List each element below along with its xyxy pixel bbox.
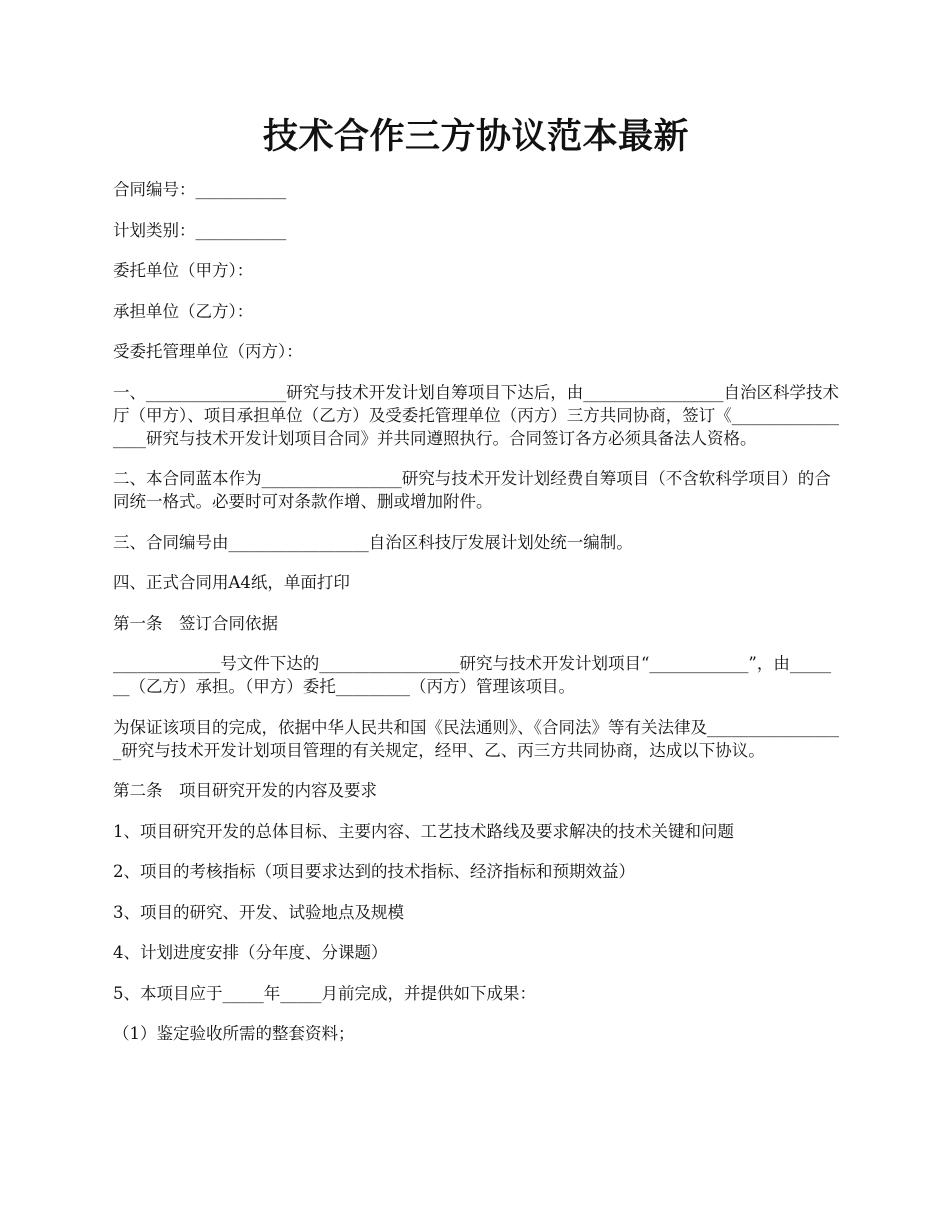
article-1-heading: 第一条 签订合同依据 xyxy=(113,613,278,633)
clause-1-paragraph: 一、_________________研究与技术开发计划自筹项目下达后，由_________________自治区科学技术厅（甲方）、项目承担单位（乙方）及受委托管理单位（丙方）三方共同协商，签订《_________________研究与技术开发计划项目合同》并共同遵照执行。合同签订各方必须具备法人资格。 xyxy=(113,382,839,448)
party-c-line: 受委托管理单位（丙方）： xyxy=(113,342,303,361)
party-a-line: 委托单位（甲方）： xyxy=(113,261,254,280)
article-2-item-1: 1、项目研究开发的总体目标、主要内容、工艺技术路线及要求解决的技术关键和问题 xyxy=(113,821,734,841)
article-2-item-5: 5、本项目应于_____年_____月前完成，并提供如下成果： xyxy=(113,983,536,1003)
document-body xyxy=(113,178,839,1063)
document-title: 技术合作三方协议范本最新 xyxy=(262,116,689,157)
party-b-line: 承担单位（乙方）： xyxy=(113,301,254,321)
article-1-body: _____________号文件下达的_________________研究与技术开发计划项目“____________”，由_______（乙方）承担。（甲方）委托_________（丙方）管理该项目。 xyxy=(113,654,832,696)
clause-2-paragraph: 二、本合同蓝本作为_________________研究与技术开发计划经费自筹项目（不含软科学项目）的合同统一格式。必要时可对条款作增、删或增加附件。 xyxy=(113,469,831,511)
article-2-item-5-sub-1: （1）鉴定验收所需的整套资料； xyxy=(113,1024,355,1043)
clause-4-paragraph: 四、正式合同用A4纸，单面打印 xyxy=(113,573,350,592)
article-1-purpose: 为保证该项目的完成，依据中华人民共和国《民法通则》、《合同法》等有关法律及_________________研究与技术开发计划项目管理的有关规定，经甲、乙、丙三方共同协商，达成以下协议。 xyxy=(113,717,839,760)
article-2-heading: 第二条 项目研究开发的内容及要求 xyxy=(113,781,377,800)
contract-number-line: 合同编号：___________ xyxy=(113,180,287,199)
article-2-item-4: 4、计划进度安排（分年度、分课题） xyxy=(113,943,388,962)
plan-category-line: 计划类别：___________ xyxy=(113,220,287,240)
article-2-item-3: 3、项目的研究、开发、试验地点及规模 xyxy=(113,902,404,922)
clause-3-paragraph: 三、合同编号由_________________自治区科技厅发展计划处统一编制。 xyxy=(113,532,633,552)
article-2-item-2: 2、项目的考核指标（项目要求达到的技术指标、经济指标和预期效益） xyxy=(113,862,635,881)
